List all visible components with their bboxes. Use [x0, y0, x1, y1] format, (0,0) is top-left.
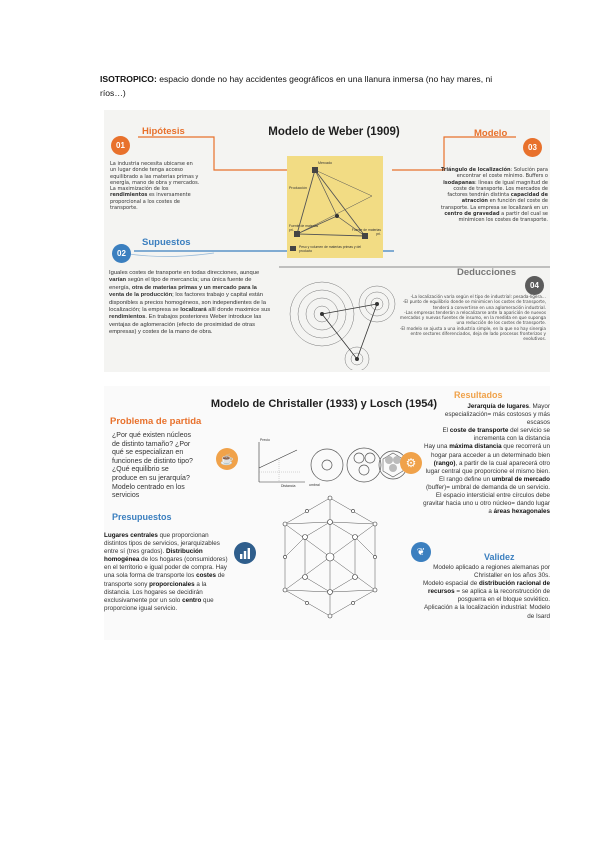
- supuestos-text: Iguales costes de transporte en todas direcciones, aunque varían según el tipo de mercancía; una única fuente de energía, otra de materias primas y un mercado para la venta de la producción; los factores trabajo y capital están disponibles a precios homogéneos, son independientes de la localización; la empresa se localizará allí donde maximice sus rendimientos. En trabajos posteriores Weber introduce las ventajas de aglomeración (efecto de proximidad de otras empresas) y costes de la mano de obra.: [109, 270, 271, 336]
- mercado-label: Mercado: [318, 161, 332, 165]
- isodapanas-diagram: [282, 274, 400, 370]
- isodapana-center-1: [320, 312, 324, 316]
- fuente2-label: Fuente de materias pri.: [351, 228, 381, 236]
- weber-infographic: [104, 110, 550, 372]
- isodapana-center-3: [355, 357, 359, 361]
- validez-text: Modelo aplicado a regiones alemanas por Christaller en los años 30s. Modelo espacial de distribución racional de recursos = se aplica a la reconstrucción de posguerra en el bloque soviético. Aplicación a la localización industrial: Modelo de Isard: [422, 564, 550, 620]
- intro-label: ISOTROPICO:: [100, 74, 157, 84]
- hipotesis-text: La industria necesita ubicarse en un lugar donde tenga acceso equilibrado a las materias primas y energía, mano de obra y mercados. La maximización de los rendimientos es inversamente proporcional a los costes de transporte.: [110, 161, 200, 212]
- mercado-marker: [312, 167, 318, 173]
- presupuestos-title: Presupuestos: [112, 512, 172, 522]
- problema-title: Problema de partida: [110, 416, 202, 427]
- triangle-svg: [287, 156, 383, 258]
- deduccion-item: -La localización varía según el tipo de industrial: pesada-ligera…: [410, 294, 546, 299]
- modelo-text: Triángulo de localización: Solución para encontrar el coste mínimo. Buffers o isodapanas: líneas de igual magnitud de coste de transporte. Los mercados de factores tendrán distinta capacidad de atracción en función del coste de transporte. La empresa se localizará en un centro de gravedad a partir del cual se minimicen los costes de transporte.: [440, 167, 548, 224]
- central-place-network: [280, 494, 380, 622]
- problema-text: ¿Por qué existen núcleos de distinto tamaño? ¿Por qué se especializan en funciones de distinto tipo? ¿Qué equilibrio se produce en su jerarquía? Modelo centrado en los servicios: [112, 432, 193, 500]
- weber-triangle-diagram: [287, 156, 383, 258]
- equilibrium-point: [335, 214, 339, 218]
- connector-modelo: [392, 137, 516, 170]
- deduccion-item: -El modelo se ajusta a una industria simple, en la que no hay sinergia entre sectores diferenciados, deja de lado procesos fronterizos y evolutivos.: [399, 325, 546, 342]
- distancia-label: Distancia: [281, 484, 296, 488]
- intro-text: [100, 72, 520, 100]
- demand-cone-chart: [251, 438, 307, 490]
- presupuestos-text: Lugares centrales que proporcionan distintos tipos de servicios, jerarquizables entre sí (tres grados). Distribución homogénea de los hogares (consumidores) en el territorio e igual poder de compra. Hay una sola forma de transporte los costes de transporte sony proporcionales a la distancia. Los hogares se decidirán exclusivamente por un solo centro que proporcione igual servicio.: [104, 532, 228, 612]
- cup-icon: ☕: [216, 448, 238, 470]
- legend-label: Peso y volumen de materias primas y del producto: [299, 245, 361, 253]
- supuestos-number: 02: [112, 244, 131, 263]
- umbral-label: umbral: [309, 483, 320, 487]
- christaller-title: Modelo de Christaller (1933) y Losch (1954): [210, 398, 438, 410]
- validez-title: Validez: [484, 552, 515, 562]
- modelo-title: Modelo: [474, 128, 508, 139]
- resultados-text: Jerarquía de lugares. Mayor especialización= más costosos y más escasos El coste de transporte del servicio se incrementa con la distancia Hay una máxima distancia que recorrerá un hogar para acceder a un determinado bien (rango), a partir de la cual aparecerá otro lugar central que proporcione el mismo bien. El rango define un umbral de mercado (buffer)= umbral de demanda de un servicio. El espacio intersticial entre círculos debe gravitar hacia uno u otro núcleo= dando lugar a áreas hexagonales: [423, 403, 550, 516]
- gear-icon: ⚙: [400, 452, 422, 474]
- deduccion-item: -El punto de equilibrio donde se minimicen los costes de transporte, tenderá a convertirse en una aglomeración industrial.: [402, 299, 546, 310]
- market-area-circles: [309, 438, 409, 492]
- modelo-number: 03: [523, 138, 542, 157]
- leaf-icon: ❦: [411, 542, 431, 562]
- deduccion-item: -Las empresas tenderán a relocalizarse ante la aparición de nuevos mercados y nuevas fuentes de insumo, en la medida en que suponga una reducción de los costes de transporte.: [399, 309, 546, 326]
- precio-label: Precio: [260, 438, 270, 442]
- supuestos-title: Supuestos: [142, 237, 191, 248]
- intro-body: espacio donde no hay accidentes geográficos en una llanura inmersa (no hay mares, ni ríos…): [100, 74, 493, 98]
- resultados-title: Resultados: [454, 390, 503, 400]
- hipotesis-title: Hipótesis: [142, 126, 185, 137]
- fuente-label: Fuente de materias pri.: [289, 224, 319, 232]
- weber-title: Modelo de Weber (1909): [268, 126, 400, 138]
- produccion-label: Producción: [289, 186, 307, 190]
- deducciones-number: 04: [525, 276, 544, 295]
- deducciones-list: [396, 294, 546, 342]
- isodapana-center-2: [375, 302, 379, 306]
- bar-chart-icon: [234, 542, 256, 564]
- hipotesis-number: 01: [111, 136, 130, 155]
- christaller-infographic: [104, 386, 550, 640]
- deducciones-title: Deducciones: [457, 267, 517, 278]
